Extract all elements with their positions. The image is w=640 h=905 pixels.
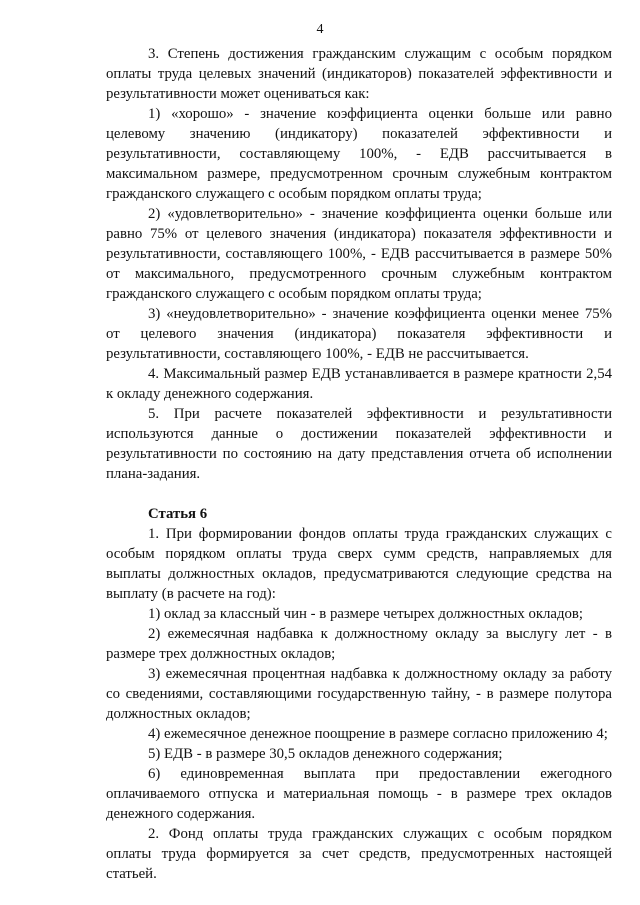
paragraph-5: 5. При расчете показателей эффективности и результативности используются данные о достижении показателей эффективности и результативности по состоянию на дату представления отчета об исполнении плана-задания. — [106, 406, 612, 482]
paragraph-4: 4. Максимальный размер ЕДВ устанавливается в размере кратности 2,54 к окладу денежного содержания. — [106, 366, 612, 402]
list-item-class-rank-salary: 1) оклад за классный чин - в размере четырех должностных окладов; — [148, 606, 584, 622]
document-body — [106, 44, 612, 884]
list-item-state-secret-bonus: 3) ежемесячная процентная надбавка к должностному окладу за работу со сведениями, составляющими государственную тайну, - в размере полутора должностных окладов; — [106, 666, 612, 722]
article-6-heading: Статья 6 — [148, 506, 208, 522]
page-number: 4 — [316, 22, 324, 37]
list-item-rating-satisfactory: 2) «удовлетворительно» - значение коэффициента оценки больше или равно 75% от целевого значения (индикатора) показателя эффективности и результативности, составляющего 100%, - ЕДВ рассчитывается в размере 50% от максимального, предусмотренного срочным служебным контрактом гражданского служащего с особым порядком оплаты труда; — [106, 206, 612, 302]
article-6-paragraph-2: 2. Фонд оплаты труда гражданских служащих с особым порядком оплаты труда формируется за счет средств, предусмотренных настоящей статьей. — [106, 826, 612, 882]
list-item-edv: 5) ЕДВ - в размере 30,5 окладов денежного содержания; — [148, 746, 503, 762]
list-item-vacation-payment: 6) единовременная выплата при предоставлении ежегодного оплачиваемого отпуска и материальная помощь - в размере трех окладов денежного содержания. — [106, 766, 612, 822]
list-item-monthly-incentive: 4) ежемесячное денежное поощрение в размере согласно приложению 4; — [148, 726, 608, 742]
article-6-paragraph-1: 1. При формировании фондов оплаты труда гражданских служащих с особым порядком оплаты труда сверх сумм средств, направляемых для выплаты должностных окладов, предусматриваются следующие средства на выплату (в расчете на год): — [106, 526, 612, 602]
list-item-seniority-bonus: 2) ежемесячная надбавка к должностному окладу за выслугу лет - в размере трех должностных окладов; — [106, 626, 612, 662]
list-item-rating-good: 1) «хорошо» - значение коэффициента оценки больше или равно целевому значению (индикатору) показателей эффективности и результативности, составляющему 100%, - ЕДВ рассчитывается в максимальном размере, предусмотренном срочным служебным контрактом гражданского служащего с особым порядком оплаты труда; — [106, 106, 612, 202]
list-item-rating-unsatisfactory: 3) «неудовлетворительно» - значение коэффициента оценки менее 75% от целевого значения (индикатора) показателя эффективности и результативности, составляющего 100%, - ЕДВ не рассчитывается. — [106, 306, 612, 362]
paragraph-3: 3. Степень достижения гражданским служащим с особым порядком оплаты труда целевых значений (индикаторов) показателей эффективности и результативности может оцениваться как: — [106, 46, 612, 102]
